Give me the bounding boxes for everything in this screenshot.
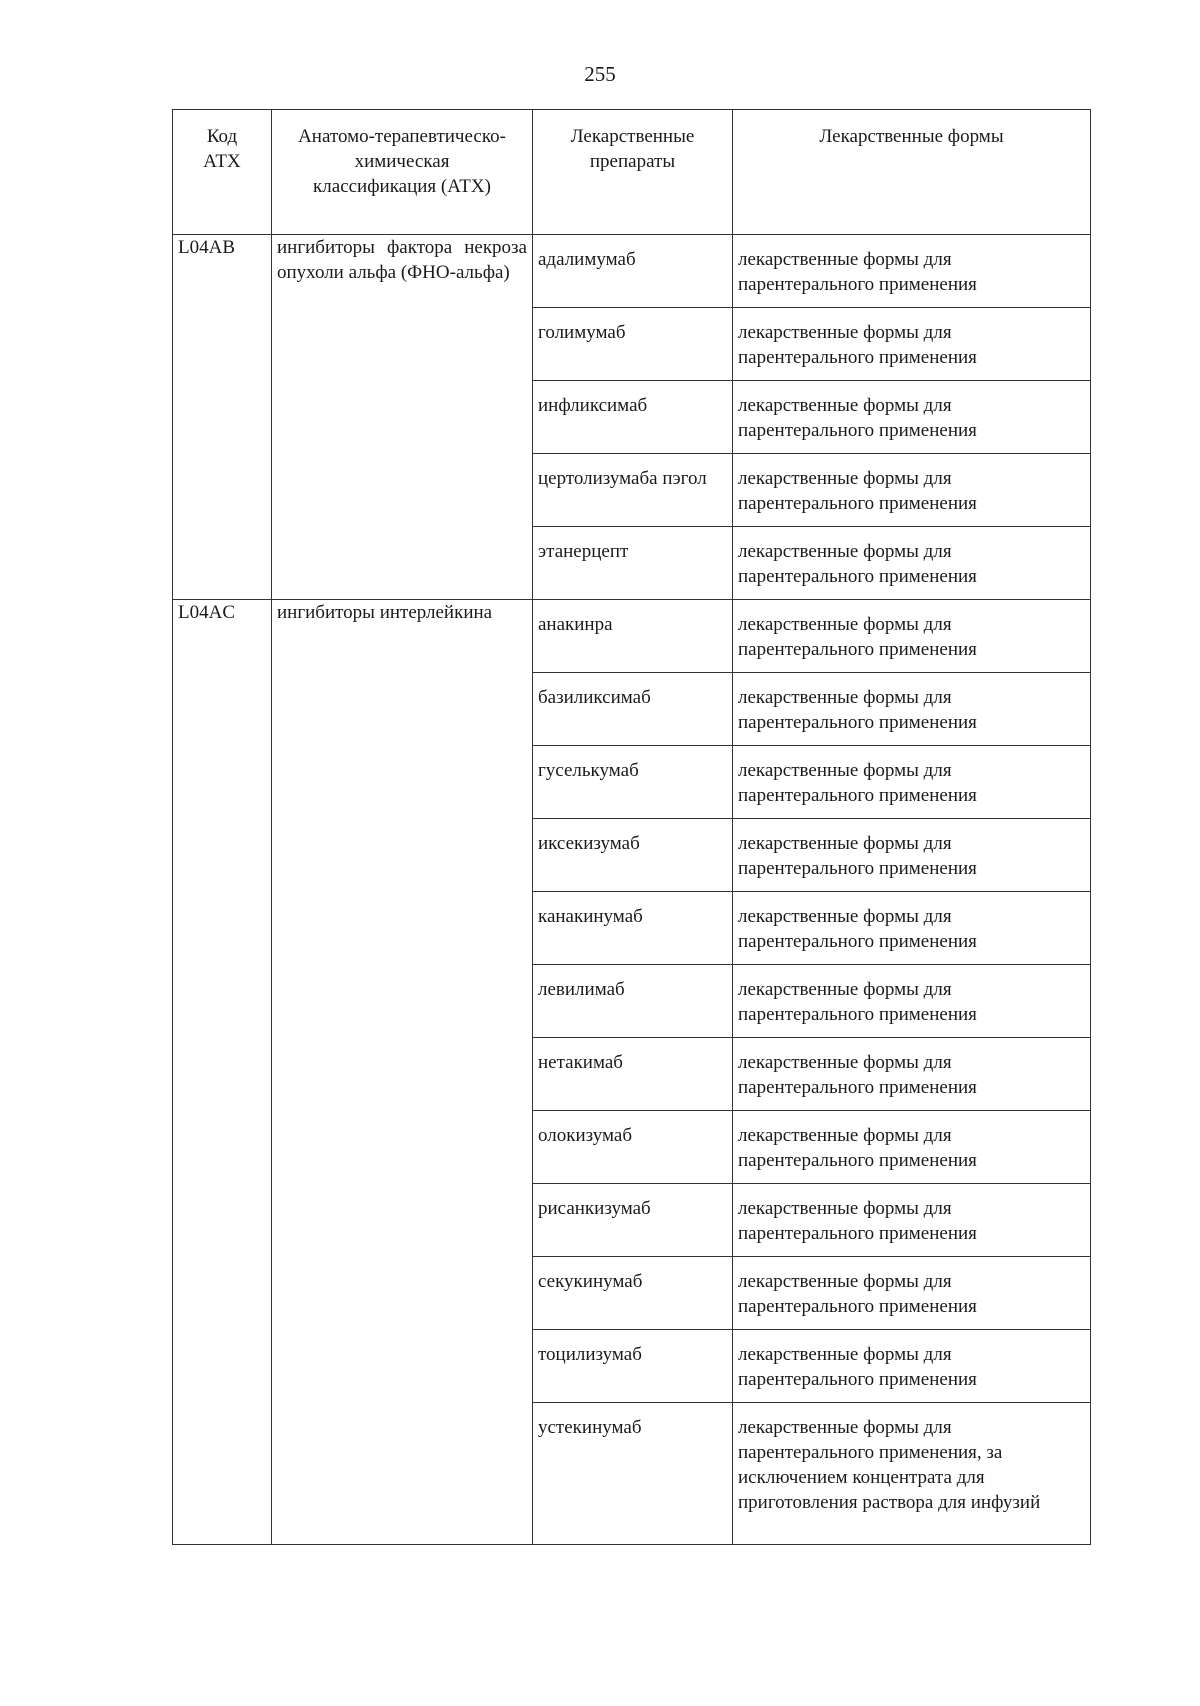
header-forms: Лекарственные формы	[733, 110, 1091, 235]
header-drugs: Лекарственные препараты	[533, 110, 733, 235]
dosage-form: лекарственные формы для парентерального применения, за исключением концентрата для приготовления раствора для инфузий	[733, 1403, 1091, 1545]
table-body	[173, 235, 1091, 1545]
drug-name: цертолизумаба пэгол	[533, 454, 733, 527]
dosage-form: лекарственные формы для парентерального применения	[733, 892, 1091, 965]
drug-name: нетакимаб	[533, 1038, 733, 1111]
drug-name: гуселькумаб	[533, 746, 733, 819]
dosage-form: лекарственные формы для парентерального применения	[733, 1257, 1091, 1330]
page-number: 255	[584, 62, 616, 86]
drug-name: анакинра	[533, 600, 733, 673]
dosage-form: лекарственные формы для парентерального применения	[733, 235, 1091, 308]
header-row	[173, 110, 1091, 235]
drug-name: иксекизумаб	[533, 819, 733, 892]
drug-name: рисанкизумаб	[533, 1184, 733, 1257]
dosage-form: лекарственные формы для парентерального применения	[733, 381, 1091, 454]
atx-classification: ингибиторы интерлейкина	[272, 600, 533, 1545]
dosage-form: лекарственные формы для парентерального применения	[733, 1038, 1091, 1111]
dosage-form: лекарственные формы для парентерального применения	[733, 527, 1091, 600]
drug-name: канакинумаб	[533, 892, 733, 965]
dosage-form: лекарственные формы для парентерального применения	[733, 673, 1091, 746]
drug-name: голимумаб	[533, 308, 733, 381]
atx-code: L04AB	[173, 235, 272, 600]
atx-code: L04AC	[173, 600, 272, 1545]
drug-name: левилимаб	[533, 965, 733, 1038]
dosage-form: лекарственные формы для парентерального применения	[733, 308, 1091, 381]
dosage-form: лекарственные формы для парентерального применения	[733, 600, 1091, 673]
dosage-form: лекарственные формы для парентерального применения	[733, 965, 1091, 1038]
dosage-form: лекарственные формы для парентерального применения	[733, 1111, 1091, 1184]
dosage-form: лекарственные формы для парентерального применения	[733, 454, 1091, 527]
drug-name: тоцилизумаб	[533, 1330, 733, 1403]
drug-name: инфликсимаб	[533, 381, 733, 454]
drug-name: олокизумаб	[533, 1111, 733, 1184]
table-row	[173, 600, 1091, 673]
dosage-form: лекарственные формы для парентерального применения	[733, 1330, 1091, 1403]
table-row	[173, 235, 1091, 308]
table-header	[173, 110, 1091, 235]
header-classification: Анатомо-терапевтическо-химическая классификация (АТХ)	[272, 110, 533, 235]
dosage-form: лекарственные формы для парентерального применения	[733, 746, 1091, 819]
atx-classification: ингибиторы фактора некроза опухоли альфа (ФНО-альфа)	[272, 235, 533, 600]
drug-name: секукинумаб	[533, 1257, 733, 1330]
drug-name: адалимумаб	[533, 235, 733, 308]
drug-name: этанерцепт	[533, 527, 733, 600]
drug-name: базиликсимаб	[533, 673, 733, 746]
atx-table	[172, 109, 1091, 1545]
header-code: Код АТХ	[173, 110, 272, 235]
dosage-form: лекарственные формы для парентерального применения	[733, 1184, 1091, 1257]
drug-name: устекинумаб	[533, 1403, 733, 1545]
dosage-form: лекарственные формы для парентерального применения	[733, 819, 1091, 892]
